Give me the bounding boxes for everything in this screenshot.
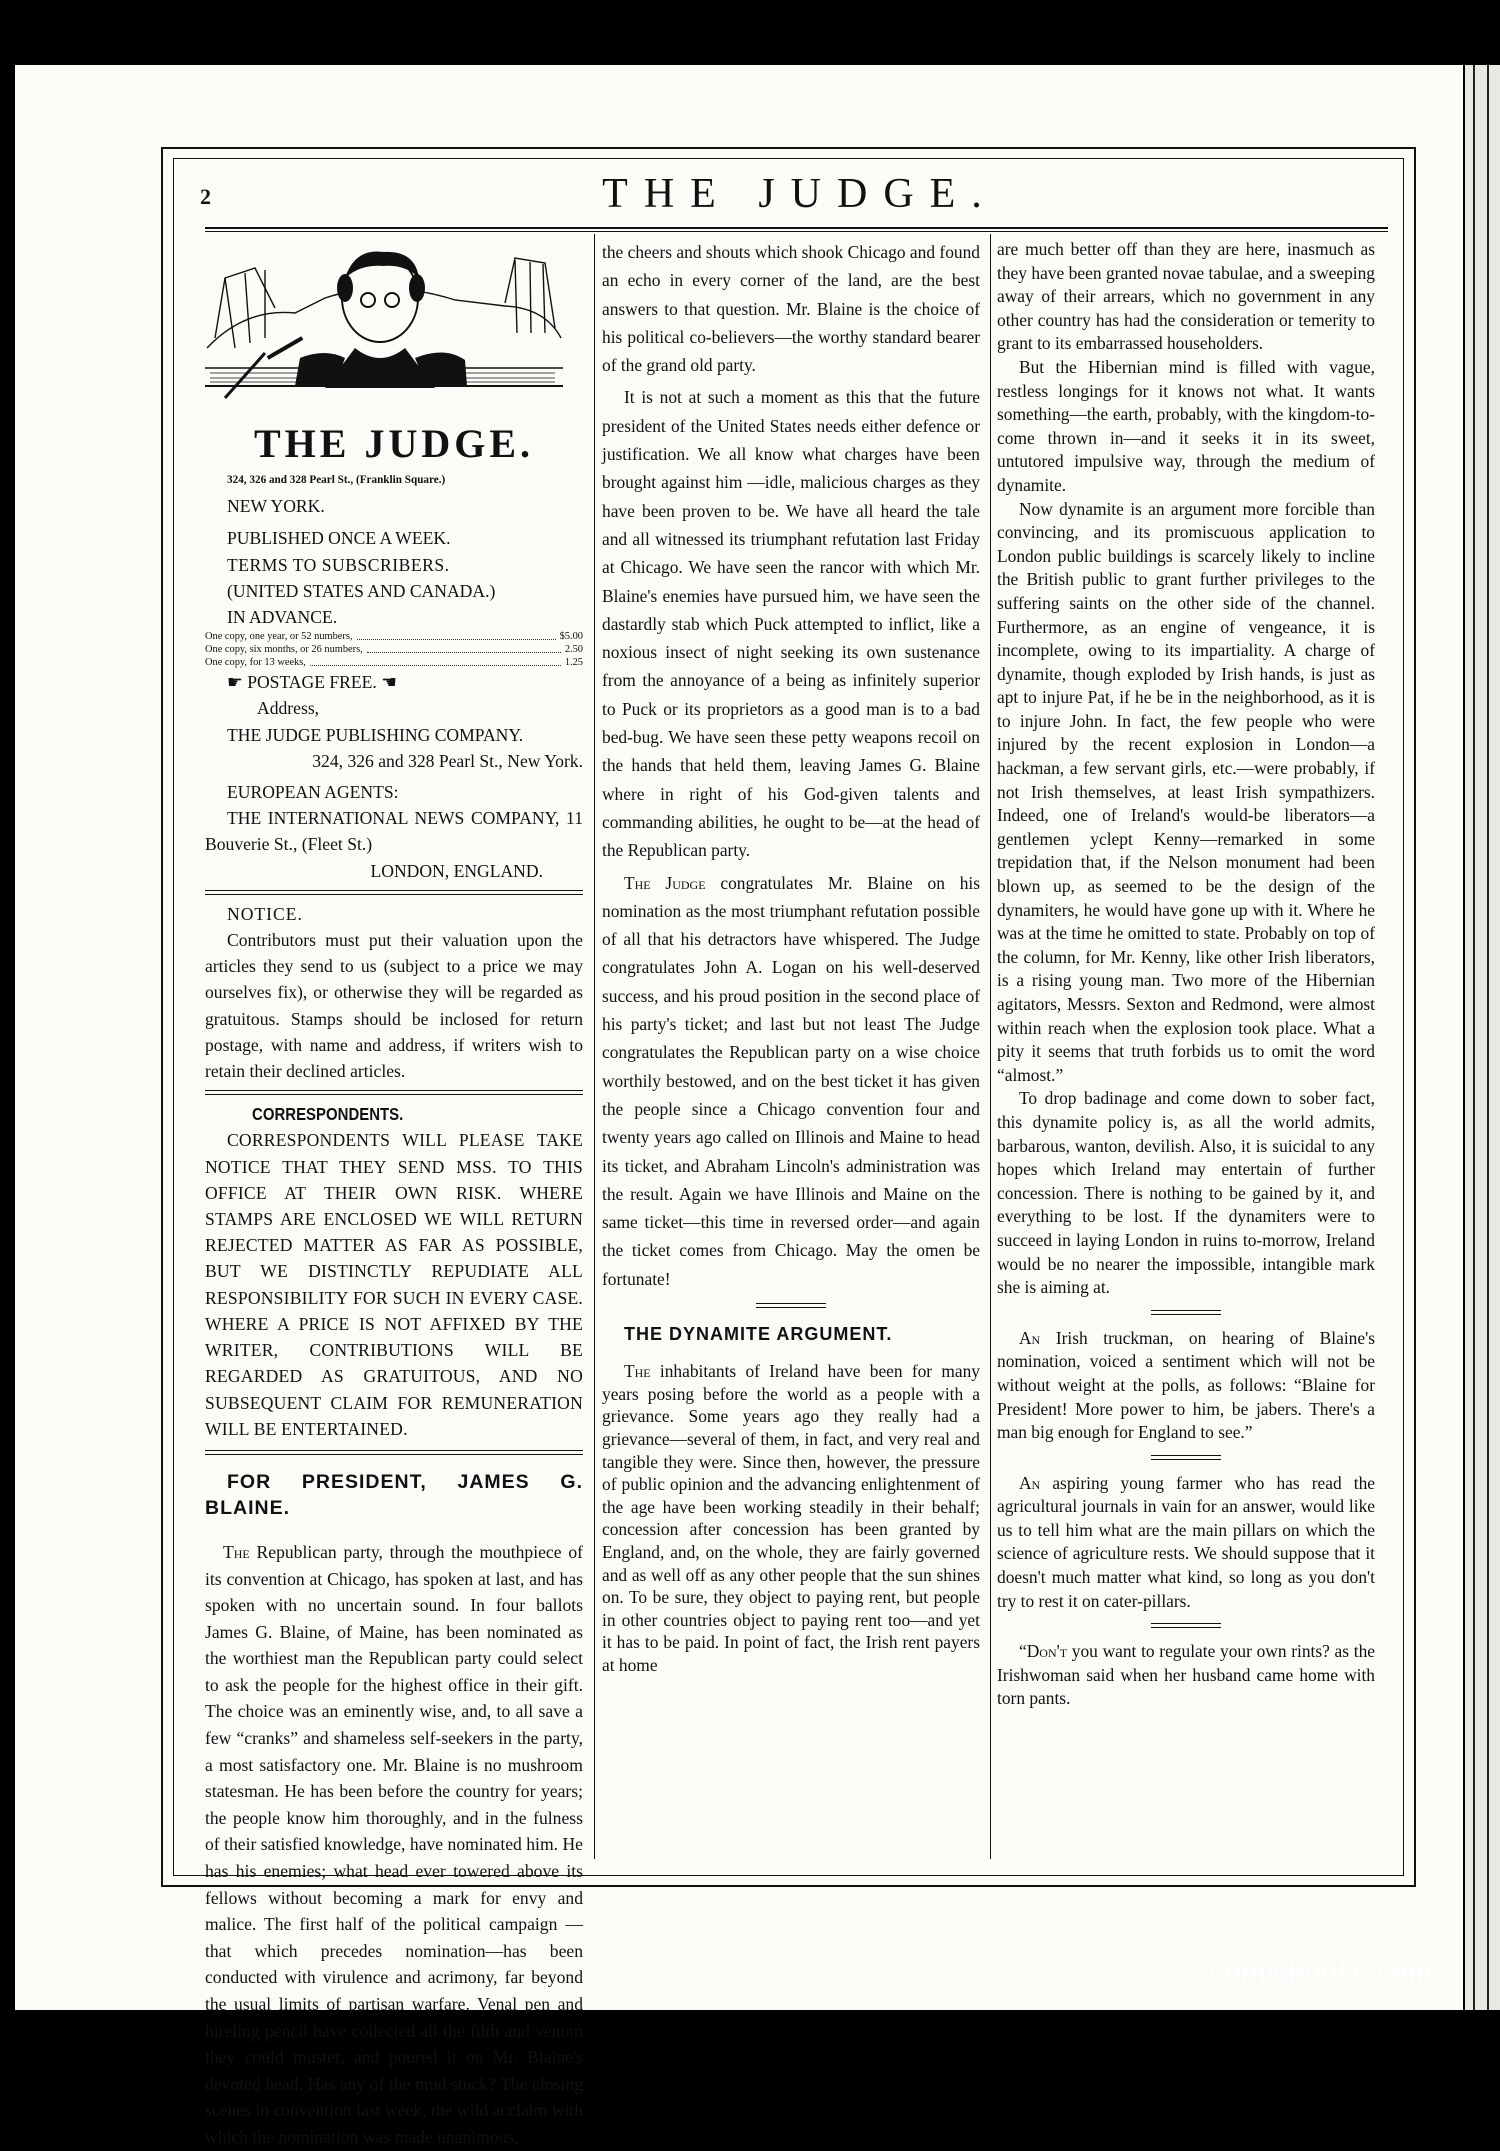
article-paragraph: But the Hibernian mind is filled with vague, restless longings for it knows not what. It wants something—the earth, probably, with the kingdom-to-come thrown in—and it seeks it in its sweet, untutored impulsive way, through the medium of dynamite. <box>997 356 1375 495</box>
divider <box>205 1090 583 1095</box>
notice-body: Contributors must put their valuation upon the articles they send to us (subject to a price we may ourselves fix), or otherwise they will be regarded as gratuitous. Stamps should be inclosed for return postage, with name and address, if writers wish to retain their declined articles. <box>205 930 583 1082</box>
column-3 <box>997 238 1375 1711</box>
correspondents-title: CORRESPONDENTS. <box>252 1104 404 1125</box>
rate-row: One copy, for 13 weeks, 1.25 <box>205 657 583 669</box>
article-paragraph: the cheers and shouts which shook Chicago and found an echo in every corner of the land, are the best answers to that question. Mr. Blaine is the choice of his political co-believers—the worthy standard bearer of the grand old party. <box>602 242 980 376</box>
binding-spine <box>1465 65 1500 2010</box>
header-rule-thin <box>205 231 1388 232</box>
article-heading-dynamite: THE DYNAMITE ARGUMENT. <box>624 1323 893 1344</box>
article-paragraph: “Don't you want to regulate your own rints? as the Irishwoman said when her husband came home with torn pants. <box>997 1641 1375 1709</box>
pointing-hand-icon: ☛ <box>227 672 243 693</box>
publisher-address: 324, 326 and 328 Pearl St., (Franklin Square.) <box>227 474 446 486</box>
article-paragraph: Now dynamite is an argument more forcible than convincing, and its promiscuous application to London public buildings is scarcely likely to incline the British public to grant further privileges to the suffering saints on the other side of the channel. Furthermore, as an engine of vengeance, it is incomplete, owing to its impartiality. A charge of dynamite, though exploded by Irish hands, is just as apt to injure Pat, if he be in the neighborhood, as it is to injure John. In fact, the few people who were injured by the recent explosion in London—a hackman, a few servant girls, etc.—were probably, if not Irish themselves, at least Irish sympathizers. Indeed, one of Ireland's would-be liberators—a gentlemen yclept Kenny—remarked in some trepidation that, if the Nelson monument had been blown up, as seemed to be the design of the dynamiters, he would have gone up with it. Where he was at the time he omitted to state. Probably on top of the column, for Mr. Kenny, like other Irish liberators, is a rising young man. Two more of the Hibernian agitators, Messrs. Sexton and Redmond, were almost within reach when the explosion took place. What a pity it seems that truth forbids us to omit the word “almost.” <box>997 498 1375 1085</box>
notice-title: NOTICE. <box>227 903 303 924</box>
company-address: 324, 326 and 328 Pearl St., New York. <box>312 750 583 771</box>
header-rule <box>205 227 1388 229</box>
terms-title: TERMS TO SUBSCRIBERS. <box>227 554 450 575</box>
publisher-city: NEW YORK. <box>227 496 325 517</box>
divider <box>205 890 583 895</box>
agents-line-2: LONDON, ENGLAND. <box>370 860 543 881</box>
article-paragraph: are much better off than they are here, inasmuch as they have been granted novae tabulae, and a sweeping away of their arrears, which no government in any other country has had the consideration or temerity to grant to its embarrassed householders. <box>997 239 1375 354</box>
postage-note: ☛ POSTAGE FREE. ☚ <box>227 672 397 693</box>
column-2 <box>602 238 980 1677</box>
separator-rule <box>1151 1310 1221 1315</box>
article-heading-blaine: FOR PRESIDENT, JAMES G. BLAINE. <box>205 1470 583 1519</box>
article-paragraph: The Judge congratulates Mr. Blaine on his nomination as the most triumphant refutation possible of all that his detractors have whispered. The Judge congratulates John A. Logan on his well-deserved success, and his proud position in the second place of his party's ticket; and last but not least The Judge congratulates the Republican party on a wise choice worthily bestowed, and on the best ticket it has given the people since a Chicago convention four and twenty years ago called on Illinois and Maine to head its ticket, and Abraham Lincoln's administration was the result. Again we have Illinois and Maine on the same ticket—this time in reversed order—and again the ticket comes from Chicago. May the omen be fortunate! <box>602 872 980 1289</box>
correspondents-body: CORRESPONDENTS WILL PLEASE TAKE NOTICE THAT THEY SEND MSS. TO THIS OFFICE AT THEIR OWN RISK. WHERE STAMPS ARE ENCLOSED WE WILL RETURN REJECTED MATTER AS FAR AS POSSIBLE, BUT WE DISTINCTLY REPUDIATE ALL RESPONSIBILITY FOR SUCH IN EVERY CASE. WHERE A PRICE IS NOT AFFIXED BY THE WRITER, CONTRIBUTIONS WILL BE REGARDED AS GRATUITOUS, AND NO SUBSEQUENT CLAIM FOR REMUNERATION WILL BE ENTERTAINED. <box>205 1130 583 1439</box>
company-name: THE JUDGE PUBLISHING COMPANY. <box>227 724 524 745</box>
watermark: comicbooks.com <box>1210 1957 1433 1989</box>
separator-rule <box>1151 1623 1221 1628</box>
address-label: Address, <box>257 698 320 719</box>
terms-advance: IN ADVANCE. <box>227 607 338 628</box>
article-paragraph: It is not at such a moment as this that the future president of the United States needs either defence or justification. We all know what charges have been brought against him —idle, malicious charges as they have been proven to be. We have all heard the tale and all witnessed its triumphant refutation last Friday at Chicago. We have seen the rancor with which Mr. Blaine's enemies have pursued him, we have seen the dastardly stab which Puck attempted to inflict, like a noxious insect of night seeking its own sustenance from the annoyance of a being as infinitely superior to Puck or its proprietors as a good man is to a bad bed-bug. We have seen these petty weapons recoil on the hands that held them, leaving James G. Blaine where in right of his God-given talents and commanding abilities, he ought to be—at the head of the Republican party. <box>602 387 980 861</box>
page-number: 2 <box>200 184 211 209</box>
masthead-title: THE JUDGE. <box>602 171 998 217</box>
terms-region: (UNITED STATES AND CANADA.) <box>227 580 496 601</box>
article-paragraph: An aspiring young farmer who has read the agricultural journals in vain for an answer, would like us to tell him what are the main pillars on which the science of agriculture rests. We should suppose that it doesn't much matter what kind, so long as you don't try to rest it on cater-pillars. <box>997 1472 1375 1611</box>
agents-line-1: THE INTERNATIONAL NEWS COMPANY, 11 Bouverie St., (Fleet St.) <box>205 808 583 855</box>
judge-illustration <box>205 238 563 413</box>
divider <box>205 1450 583 1455</box>
separator-rule <box>1151 1455 1221 1460</box>
column-rule <box>990 234 991 1859</box>
column-rule <box>594 234 595 1859</box>
separator-rule <box>756 1303 826 1308</box>
article-paragraph: An Irish truckman, on hearing of Blaine's nomination, voiced a sentiment which will not be without weight at the polls, as follows: “Blaine for President! More power to him, be jabers. There's a man big enough for England to see.” <box>997 1327 1375 1443</box>
rate-row: One copy, one year, or 52 numbers, $5.00 <box>205 631 583 643</box>
publication-frequency: PUBLISHED ONCE A WEEK. <box>227 528 451 549</box>
pointing-hand-icon: ☚ <box>381 672 397 693</box>
judge-box-title: THE JUDGE. <box>253 421 535 466</box>
rate-row: One copy, six months, or 26 numbers, 2.50 <box>205 644 583 656</box>
agents-title: EUROPEAN AGENTS: <box>227 782 399 803</box>
article-paragraph: The inhabitants of Ireland have been for many years posing before the world as a people with a grievance. Some years ago they really had a grievance—several of them, in fact, and very real and tangible they were. Since then, however, the pressure of public opinion and the advancing enlightenment of the age have been working steadily in their behalf; concession after concession has been granted by England, and, on the whole, they are fairly governed and as well off as any other people that the sun shines on. To be sure, they object to paying rent, but people in other countries object to paying rent too—and yet it has to be paid. In point of fact, the Irish rent payers at home <box>602 1361 980 1675</box>
article-paragraph: To drop badinage and come down to sober fact, this dynamite policy is, as all the world admits, barbarous, wanton, devilish. Also, it is suicidal to any hopes which Ireland may entertain of further concession. There is nothing to be gained by it, and everything to be lost. If the dynamiters were to succeed in laying London in ruins to-morrow, Ireland would be no nearer the impossible, intangible mark she is aiming at. <box>997 1088 1375 1298</box>
article-paragraph: The Republican party, through the mouthpiece of its convention at Chicago, has spoken at last, and has spoken with no uncertain sound. In four ballots James G. Blaine, of Maine, has been nominated as the worthiest man the Republican party could select to ask the people for the highest office in their gift. The choice was an eminently wise, and, to all save a few “cranks” and shameless self-seekers in the party, a most satisfactory one. Mr. Blaine is no mushroom statesman. He has been before the country for years; the people know him thoroughly, and in the fulness of their satisfied knowledge, have nominated him. He has his enemies; what head ever towered above its fellows without becoming a mark for envy and malice. The first half of the political campaign — that which precedes nomination—has been conducted with virulence and acrimony, far beyond the usual limits of partisan warfare. Venal pen and hireling pencil have collected all the filth and venom they could muster, and poured it on Mr. Blaine's devoted head. Has any of the mud stuck? The closing scenes in convention last week, the wild acclaim with which the nomination was made unanimous, <box>205 1541 583 2147</box>
column-1 <box>205 238 583 2151</box>
